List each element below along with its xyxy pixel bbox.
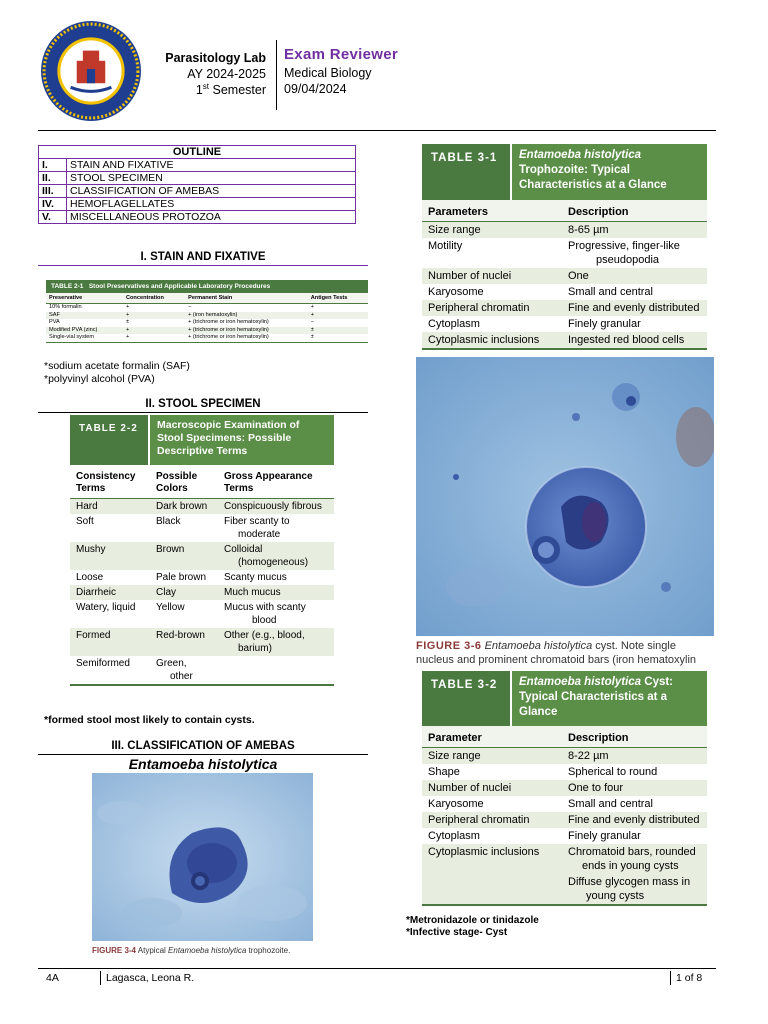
table-row: Size range 8-65 µm — [422, 222, 707, 239]
cyst-micrograph — [416, 357, 714, 636]
subject: Medical Biology — [284, 66, 372, 80]
table-row: Watery, liquid Yellow Mucus with scanty blood — [76, 602, 306, 626]
university-seal-logo — [40, 20, 142, 122]
footer-divider — [670, 971, 671, 985]
table-row: PVA ± + (trichrome or iron hematoxylin) − — [49, 319, 315, 325]
table-row: Diarrheic Clay Much mucus — [70, 585, 334, 600]
footer-divider — [100, 971, 101, 985]
outline-item: II. STOOL SPECIMEN — [39, 172, 356, 185]
outline-item: III. CLASSIFICATION OF AMEBAS — [39, 185, 356, 198]
table-row: Cytoplasmic inclusions Chromatoid bars, rounded ends in young cysts — [422, 844, 707, 874]
table-row: Cytoplasmic inclusions Ingested red blood cells — [422, 332, 707, 348]
table-title: Entamoeba histolytica Cyst: Typical Characteristics at a Glance — [510, 671, 707, 726]
outline-table — [38, 145, 356, 224]
table-row: Peripheral chromatin Fine and evenly distributed — [422, 300, 707, 316]
table-row: Motility Progressive, finger-like pseudopodia — [428, 240, 680, 266]
section-heading-stool: II. STOOL SPECIMEN — [38, 398, 368, 413]
table-row: Mushy Brown Colloidal (homogeneous) — [70, 542, 334, 570]
section-heading-stain: I. STAIN AND FIXATIVE — [38, 251, 368, 266]
lab-name: Parasitology Lab — [165, 51, 266, 65]
preservative-notes: *sodium acetate formalin (SAF) *polyvinyl alcohol (PVA) — [44, 360, 190, 385]
table-row: Single-vial system + + (trichrome or iron hematoxylin) ± — [49, 334, 314, 340]
table-row: SAF + + (iron hematoxylin) + — [46, 312, 368, 320]
semester: 1st Semester — [195, 81, 266, 97]
document-date: 09/04/2024 — [284, 82, 347, 96]
table-3-1: TABLE 3-1 Entamoeba histolytica Trophozoite: Typical Characteristics at a Glance Parameters Description Size range 8-65 µm Motility Progressive, finger-like pseudopodia Number of nuclei One Karyosome Small and central Peripheral chromatin Fine and evenly distributed Cytoplasm Finely granular Cytoplasmic inclusions Ingested red blood cells — [422, 144, 707, 350]
section-heading-amebas: III. CLASSIFICATION OF AMEBAS — [38, 740, 368, 755]
table-row: Cytoplasm Finely granular — [428, 318, 641, 330]
table-row: Karyosome Small and central — [428, 798, 653, 810]
table-row: Formed Red-brown Other (e.g., blood, barium) — [70, 628, 334, 656]
table-2-1: TABLE 2-1 Stool Preservatives and Applicable Laboratory Procedures Preservative Concentration Permanent Stain Antigen Tests 10% formalin + − + SAF + + (iron hematoxylin) + PVA ± + (trichrome or iron hematoxylin) − Modified PVA (zinc) + + (trichrome or iron hematoxylin) ± Single-vial system + + (trichrome or iron hematoxylin) ± — [46, 280, 368, 343]
header-course-info — [150, 50, 266, 98]
table-number: TABLE 3-2 — [422, 671, 510, 726]
header-divider — [276, 40, 277, 110]
table-row: Number of nuclei One to four — [422, 780, 707, 796]
outline-heading: OUTLINE — [39, 146, 356, 159]
table-row: Peripheral chromatin Fine and evenly distributed — [422, 812, 707, 828]
document-title: Exam Reviewer — [284, 46, 398, 63]
table-3-2: TABLE 3-2 Entamoeba histolytica Cyst: Typical Characteristics at a Glance Parameter Description Size range 8-22 µm Shape Spherical to round Number of nuclei One to four Karyosome Small and central Peripheral chromatin Fine and evenly distributed Cytoplasm Finely granular Cytoplasmic inclusions Chromatoid bars, rounded ends in young cysts Diffuse glycogen mass in young cysts — [422, 671, 707, 906]
table-row: Shape Spherical to round — [428, 766, 658, 778]
table-row: 10% formalin + − + — [49, 304, 315, 310]
table-row: Cytoplasm Finely granular — [428, 830, 641, 842]
footer-page-number: 1 of 8 — [676, 972, 703, 984]
outline-item: V. MISCELLANEOUS PROTOZOA — [39, 211, 356, 224]
footer-author: Lagasca, Leona R. — [106, 972, 195, 984]
table-row: Loose Pale brown Scanty mucus — [76, 572, 287, 583]
treatment-notes: *Metronidazole or tinidazole *Infective stage- Cyst — [406, 915, 539, 938]
organism-title: Entamoeba histolytica — [128, 756, 278, 772]
trophozoite-micrograph — [92, 773, 313, 941]
table-row: Soft Black Fiber scanty to moderate — [76, 516, 290, 540]
table-row: Number of nuclei One — [422, 268, 707, 284]
header-rule — [38, 130, 716, 131]
table-row: Size range 8-22 µm — [422, 748, 707, 765]
table-title: Macroscopic Examination of Stool Specimens: Possible Descriptive Terms — [148, 415, 334, 465]
table-title: Entamoeba histolytica Trophozoite: Typical Characteristics at a Glance — [510, 144, 707, 200]
table-row: Diffuse glycogen mass in young cysts — [422, 874, 707, 904]
outline-item: IV. HEMOFLAGELLATES — [39, 198, 356, 211]
table-2-2: TABLE 2-2 Macroscopic Examination of Stool Specimens: Possible Descriptive Terms Consistency Terms Possible Colors Gross Appearance Terms Hard Dark brown Conspicuously fibrous Soft Black Fiber scanty to moderate Mushy Brown Colloidal (homogeneous) Loose Pale brown Scanty mucus Diarrheic Clay Much mucus Watery, liquid Yellow Mucus with scanty blood Formed Red-brown Other (e.g., blood, barium) Semiformed Green, other — [70, 415, 334, 686]
figure-3-6-caption: FIGURE 3-6 Entamoeba histolytica cyst. Note single nucleus and prominent chromatoid bars (iron hematoxylin — [416, 640, 697, 666]
outline-item: I. STAIN AND FIXATIVE — [39, 159, 356, 172]
table-row: Hard Dark brown Conspicuously fibrous — [70, 499, 334, 515]
table-row: Karyosome Small and central — [428, 286, 653, 298]
table-number: TABLE 3-1 — [422, 144, 510, 200]
footer-rule — [38, 968, 716, 969]
footer-section-code: 4A — [46, 972, 59, 984]
academic-year: AY 2024-2025 — [187, 67, 266, 81]
header-doc-info — [284, 47, 398, 97]
figure-3-4-caption: FIGURE 3-4 Atypical Entamoeba histolytica trophozoite. — [92, 946, 291, 955]
table-2-1-title: TABLE 2-1 Stool Preservatives and Applicable Laboratory Procedures — [46, 280, 368, 293]
table-row: Modified PVA (zinc) + + (trichrome or iron hematoxylin) ± — [46, 327, 368, 335]
table-row: Semiformed Green, other — [76, 658, 193, 682]
table-number: TABLE 2-2 — [70, 415, 148, 465]
stool-note: *formed stool most likely to contain cysts. — [44, 714, 255, 726]
